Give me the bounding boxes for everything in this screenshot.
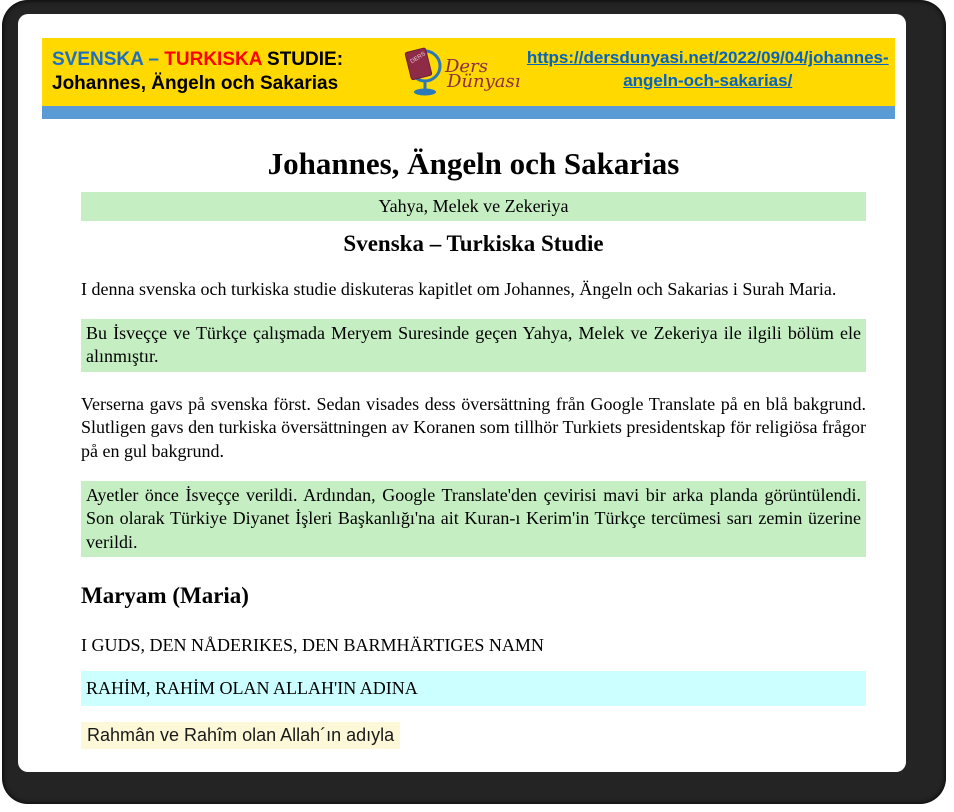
article-subtitle-turkish: Yahya, Melek ve Zekeriya — [81, 192, 866, 221]
ders-dunyasi-logo — [397, 38, 521, 106]
banner-title-line1 — [52, 48, 397, 72]
verse-google-translate: RAHİM, RAHİM OLAN ALLAH'IN ADINA — [81, 671, 866, 706]
logo-wordmark-line1: Ders — [445, 55, 488, 77]
paragraph-method-turkish: Ayetler önce İsveççe verildi. Ardından, Google Translate'den çevirisi mavi bir arka planda görüntülendi. Son olarak Türkiye Diyanet İşleri Başkanlığı'na ait Kuran-ı Kerim'in Türkçe tercümesi sarı zemin üzerine verildi. — [81, 481, 866, 557]
banner-title — [42, 38, 397, 106]
logo-wordmark-line2: Dünyası — [447, 71, 521, 92]
paragraph-intro-swedish: I denna svenska och turkiska studie diskuteras kapitlet om Johannes, Ängeln och Sakarias i Surah Maria. — [81, 278, 837, 299]
verse-swedish: I GUDS, DEN NÅDERIKES, DEN BARMHÄRTIGES NAMN — [81, 635, 544, 656]
svg-text:DERS: DERS — [409, 50, 427, 65]
article-content — [81, 145, 866, 749]
window-frame — [2, 0, 946, 804]
post-url-line2[interactable]: angeln-och-sakarias/ — [623, 70, 793, 90]
verse-diyanet: Rahmân ve Rahîm olan Allah´ın adıyla — [81, 722, 400, 749]
banner-title-svenska: SVENSKA – — [52, 49, 159, 70]
banner-title-turkiska: TURKISKA — [164, 49, 262, 70]
post-url-link[interactable] — [521, 47, 895, 93]
banner-title-line2: Johannes, Ängeln och Sakarias — [52, 72, 339, 94]
banner-title-studie: STUDIE: — [267, 49, 344, 70]
article-title: Johannes, Ängeln och Sakarias — [267, 146, 680, 181]
header-banner — [42, 38, 895, 106]
article-subtitle-swedish: Svenska – Turkiska Studie — [343, 230, 604, 256]
globe-book-icon — [397, 44, 449, 105]
section-heading-maryam: Maryam (Maria) — [81, 583, 249, 609]
paragraph-intro-turkish: Bu İsveççe ve Türkçe çalışmada Meryem Suresinde geçen Yahya, Melek ve Zekeriya ile ilgili bölüm ele alınmıştır. — [81, 319, 866, 372]
post-url-line1[interactable]: https://dersdunyasi.net/2022/09/04/johannes- — [526, 48, 889, 67]
logo-wordmark — [445, 55, 521, 92]
divider-bar — [42, 106, 895, 119]
post-url — [521, 38, 895, 106]
document-page — [18, 14, 906, 772]
paragraph-method-swedish: Verserna gavs på svenska först. Sedan visades dess översättning från Google Translate på en blå bakgrund. Slutligen gavs den turkiska översättningen av Koranen som tillhör Turkiets presidentskap för religiösa frågor på en gul bakgrund. — [81, 393, 866, 461]
